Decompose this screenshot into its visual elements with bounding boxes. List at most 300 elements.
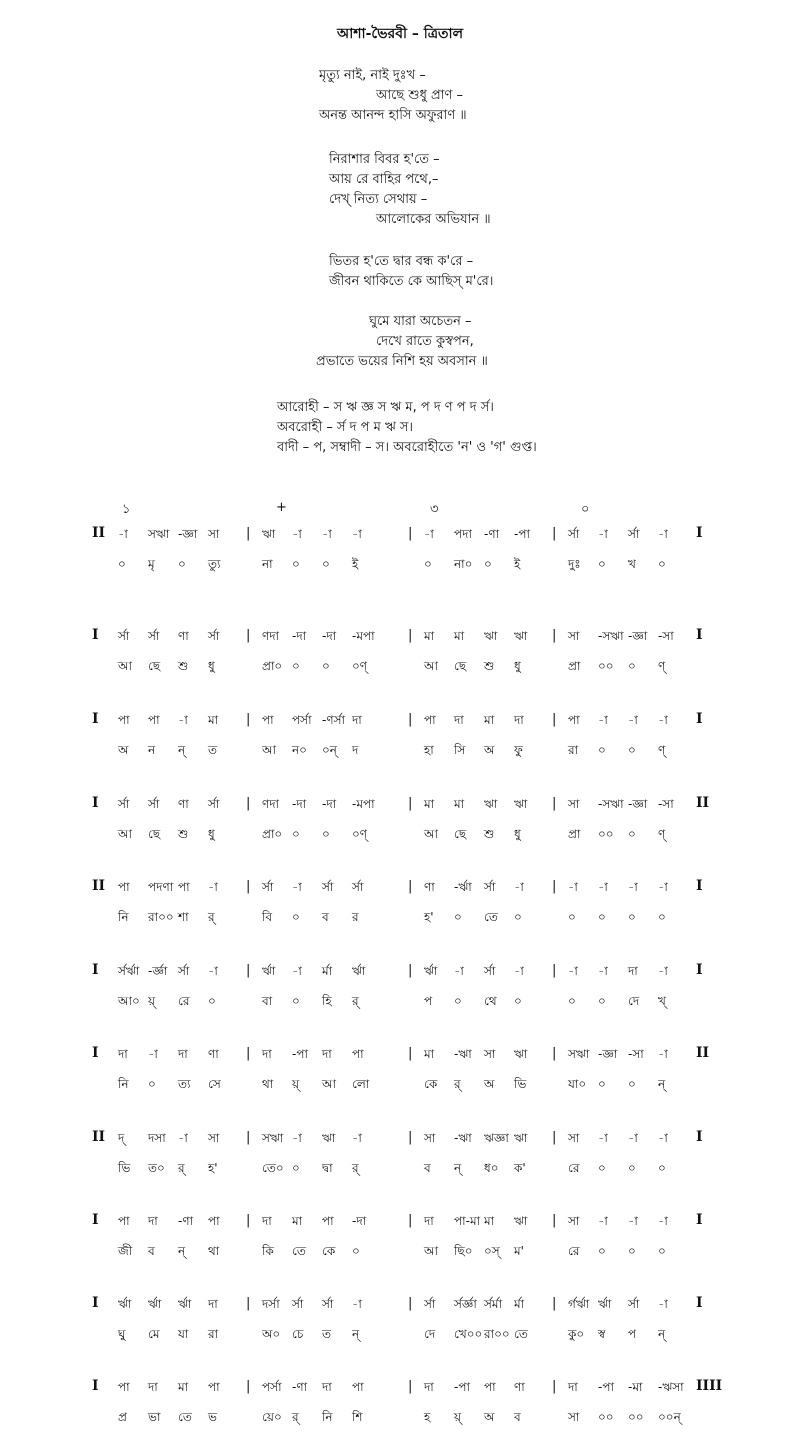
lyric-syllable: তে <box>514 1327 528 1341</box>
swara-note: -া <box>352 1131 362 1145</box>
swara-note: -ণা <box>484 527 500 541</box>
lyric-syllable: সে <box>208 1077 221 1091</box>
lyric-syllable: ব <box>514 1410 521 1424</box>
lyric-syllable: আ <box>322 1077 336 1091</box>
swara-note: র্সা <box>628 527 640 541</box>
lyric-syllable: ন <box>148 743 156 757</box>
swara-note: দা <box>424 1380 434 1394</box>
vibhag-separator: | <box>552 712 557 727</box>
lyric-syllable: কে <box>424 1077 438 1091</box>
swara-note: র্সা <box>148 629 160 643</box>
lyric-syllable: স্ব <box>598 1327 606 1341</box>
lyric-syllable: প্রা০ <box>262 827 283 841</box>
swara-note: ঋা <box>514 1214 528 1228</box>
lyric-syllable: র্ <box>208 910 215 924</box>
lyric-syllable: ন্ <box>658 1327 666 1341</box>
swara-note: র্ঋা <box>352 964 366 978</box>
lyric-syllable: শু <box>484 827 495 841</box>
lyric-syllable-row <box>0 1160 800 1180</box>
lyric-syllable: অ <box>484 1077 495 1091</box>
lyric-syllable-row <box>0 993 800 1013</box>
lyric-syllable: আ <box>118 827 132 841</box>
swara-note: র্সা <box>178 964 190 978</box>
lyric-syllable: ০ <box>628 827 636 841</box>
swara-note: পা <box>118 713 130 727</box>
swara-note: -া <box>178 1131 188 1145</box>
lyric-syllable: বি <box>262 910 273 924</box>
swara-note: র্সা <box>484 964 496 978</box>
lyric-line: নিরাশার বিবর হ'তে – <box>329 152 440 167</box>
swara-note: মা <box>208 713 219 727</box>
bar-line-close: I <box>696 711 703 727</box>
swara-note: -পা <box>454 1380 470 1394</box>
lyric-syllable: না০ <box>454 557 473 571</box>
swara-note: -ণা <box>178 1214 194 1228</box>
lyric-syllable: ন্ <box>352 1327 360 1341</box>
swara-note: -া <box>598 527 608 541</box>
swara-note: পা <box>208 1380 220 1394</box>
lyric-syllable: ণ্ <box>658 827 666 841</box>
swara-note: -পা <box>292 1047 308 1061</box>
lyric-syllable: শু <box>178 827 189 841</box>
swara-note: দা <box>628 964 638 978</box>
swara-note: ঋা <box>484 629 498 643</box>
vibhag-separator: | <box>552 1213 557 1228</box>
beat-mark: + <box>276 500 287 515</box>
vibhag-separator: | <box>246 1046 251 1061</box>
lyric-line: দেখে রাতে কুস্বপন, <box>376 334 474 349</box>
lyric-syllable: রে <box>568 1161 580 1175</box>
lyric-line: আছে শুধু প্রাণ – <box>376 88 463 103</box>
swara-note: দা <box>514 713 524 727</box>
swara-note: দা <box>118 1047 128 1061</box>
vadi-samvadi-line: বাদী – প, সম্বাদী – স। অবরোহীতে 'ন' ও 'গ' গুপ্ত। <box>277 440 537 455</box>
lyric-syllable-row <box>0 1326 800 1346</box>
lyric-syllable: যা <box>178 1327 189 1341</box>
lyric-syllable: ০ <box>292 1161 300 1175</box>
swara-note: দা <box>208 1297 218 1311</box>
vibhag-separator: | <box>246 1130 251 1145</box>
lyric-syllable: ০ণ্ <box>352 659 368 673</box>
lyric-syllable: ত০ <box>148 1161 165 1175</box>
swara-note: -া <box>628 1214 638 1228</box>
lyric-syllable: নি <box>118 1077 129 1091</box>
swara-note: দা <box>148 1380 158 1394</box>
bar-line-close: I <box>696 1129 703 1145</box>
bar-line-close: II <box>696 1045 710 1061</box>
swara-note: -সা <box>658 797 674 811</box>
lyric-syllable: ব <box>322 910 329 924</box>
lyric-syllable: ত <box>322 1327 332 1341</box>
swara-note: -সা <box>628 1047 644 1061</box>
bar-line-open: I <box>92 962 99 978</box>
lyric-syllable: ০ <box>454 994 462 1008</box>
swara-note: -দা <box>322 797 337 811</box>
lyric-syllable-row <box>0 826 800 846</box>
lyric-syllable: ০ <box>292 910 300 924</box>
lyric-syllable: খে০০ <box>454 1327 483 1341</box>
lyric-line: আয় রে বাহির পথে,– <box>329 172 439 187</box>
lyric-syllable: ০ <box>598 994 606 1008</box>
lyric-syllable: র্ <box>178 1161 185 1175</box>
swara-note: -া <box>628 1131 638 1145</box>
lyric-syllable: ০০ <box>598 1410 614 1424</box>
bar-line-open: II <box>92 1129 106 1145</box>
lyric-syllable: ০ <box>292 827 300 841</box>
lyric-syllable: ০ <box>148 1077 156 1091</box>
avaroha-line: অবরোহী – র্স দ প ম ঋ স। <box>277 420 414 435</box>
lyric-line: মৃত্যু নাই, নাই দুঃখ – <box>319 68 426 83</box>
swara-note: -মা <box>628 1380 643 1394</box>
lyric-syllable: দে <box>628 994 640 1008</box>
swara-note: র্গর্ঋা <box>568 1297 590 1311</box>
swara-note: -া <box>598 964 608 978</box>
lyric-line: জীবন থাকিতে কে আছিস্ ম'রে। <box>329 274 494 289</box>
lyric-syllable: ভি <box>514 1077 527 1091</box>
swara-note: -া <box>118 527 128 541</box>
vibhag-separator: | <box>408 796 413 811</box>
lyric-syllable: আ০ <box>118 994 140 1008</box>
lyric-syllable: ন্ <box>178 1244 186 1258</box>
lyric-syllable: থা <box>262 1077 274 1091</box>
lyric-syllable: ০ <box>454 910 462 924</box>
swara-note: ঋা <box>514 797 528 811</box>
swara-note: সা <box>208 1131 220 1145</box>
swara-note: -া <box>292 964 302 978</box>
lyric-syllable-row <box>0 1243 800 1263</box>
lyric-syllable: ০ <box>628 1244 636 1258</box>
lyric-syllable: শু <box>178 659 189 673</box>
swara-note: পা <box>118 880 130 894</box>
swara-note: -া <box>658 964 668 978</box>
swara-note: সা <box>568 797 580 811</box>
lyric-syllable: ণ্ <box>658 659 666 673</box>
swara-note: সা <box>568 1214 580 1228</box>
lyric-syllable: ০ <box>658 557 666 571</box>
swara-note: পা <box>352 1380 364 1394</box>
swara-note: পা <box>352 1047 364 1061</box>
lyric-syllable: ০ <box>514 910 522 924</box>
bar-line-open: I <box>92 795 99 811</box>
swara-row <box>0 1296 800 1316</box>
lyric-syllable: ব <box>148 1244 155 1258</box>
lyric-syllable: ছি০ <box>454 1244 473 1258</box>
swara-note: র্সা <box>628 1297 640 1311</box>
swara-note: -া <box>352 1297 362 1311</box>
lyric-syllable: কু০ <box>568 1327 585 1341</box>
lyric-syllable: ত্যু <box>208 557 221 571</box>
lyric-syllable: ০ <box>598 557 606 571</box>
lyric-syllable: ফু <box>514 743 523 757</box>
lyric-syllable: হ <box>424 1410 431 1424</box>
swara-note: -মপা <box>352 797 375 811</box>
swara-note: দা <box>322 1380 332 1394</box>
lyric-syllable: ০ <box>352 1244 360 1258</box>
vibhag-separator: | <box>246 526 251 541</box>
lyric-syllable: আ <box>424 827 438 841</box>
lyric-syllable: ০ <box>598 1077 606 1091</box>
swara-note: র্ঋা <box>262 964 276 978</box>
swara-note: -া <box>424 527 434 541</box>
swara-note: র্ঋা <box>148 1297 162 1311</box>
lyric-syllable: ধু <box>514 827 521 841</box>
swara-note: -া <box>292 880 302 894</box>
lyric-syllable: আ <box>424 659 438 673</box>
swara-note: মা <box>454 797 465 811</box>
vibhag-separator: | <box>246 963 251 978</box>
swara-note: র্সা <box>262 880 274 894</box>
lyric-syllable: ০ণ্ <box>352 827 368 841</box>
swara-note: ঋা <box>514 1131 528 1145</box>
swara-note: -া <box>658 1214 668 1228</box>
swara-row <box>0 1379 800 1399</box>
vibhag-separator: | <box>246 1296 251 1311</box>
swara-note: -া <box>628 880 638 894</box>
swara-row <box>0 963 800 983</box>
swara-note: -দা <box>292 797 307 811</box>
vibhag-separator: | <box>552 879 557 894</box>
lyric-syllable: তে <box>484 910 498 924</box>
lyric-syllable: র্ <box>292 1410 299 1424</box>
lyric-syllable: য়ে০ <box>262 1410 282 1424</box>
lyric-syllable: ই <box>352 557 359 571</box>
vibhag-separator: | <box>246 1379 251 1394</box>
swara-row <box>0 1130 800 1150</box>
lyric-syllable: লো <box>352 1077 370 1091</box>
swara-note: দা <box>352 713 362 727</box>
bar-line-open: I <box>92 1212 99 1228</box>
lyric-syllable: হি <box>322 994 332 1008</box>
lyric-syllable: ই <box>514 557 521 571</box>
lyric-syllable: সি <box>454 743 466 757</box>
lyric-syllable: অ০ <box>262 1327 281 1341</box>
lyric-syllable: ০ <box>658 1161 666 1175</box>
swara-note: র্সা <box>148 797 160 811</box>
bar-line-close: I <box>696 627 703 643</box>
swara-note: সঋা <box>148 527 170 541</box>
lyric-syllable: বা <box>262 994 273 1008</box>
lyric-syllable: ০ <box>178 557 186 571</box>
lyric-syllable: ০০ <box>598 827 614 841</box>
lyric-syllable: রা <box>208 1327 219 1341</box>
lyric-syllable: নি <box>118 910 129 924</box>
swara-note: পা <box>568 713 580 727</box>
swara-note: মা <box>424 797 435 811</box>
lyric-syllable: নি <box>322 1410 333 1424</box>
vibhag-separator: | <box>408 1379 413 1394</box>
swara-note: ণা <box>208 1047 219 1061</box>
swara-note: -া <box>292 527 302 541</box>
swara-note: র্সা <box>322 1297 334 1311</box>
lyric-syllable: জী <box>118 1244 133 1258</box>
lyric-syllable: ম' <box>514 1244 524 1258</box>
swara-note: -া <box>658 713 668 727</box>
lyric-syllable: প্রা <box>568 827 581 841</box>
vibhag-separator: | <box>552 628 557 643</box>
vibhag-separator: | <box>408 1130 413 1145</box>
vibhag-separator: | <box>552 1296 557 1311</box>
bar-line-open: II <box>92 525 106 541</box>
swara-note: দা <box>148 1214 158 1228</box>
swara-row <box>0 879 800 899</box>
swara-note: সা <box>208 527 220 541</box>
swara-note: ণা <box>514 1380 525 1394</box>
swara-note: সা <box>568 629 580 643</box>
swara-note: র্সা <box>484 880 496 894</box>
lyric-syllable-row <box>0 556 800 576</box>
swara-note: ঋা <box>484 797 498 811</box>
swara-note: -া <box>658 527 668 541</box>
vibhag-separator: | <box>552 526 557 541</box>
swara-note: -ঋা <box>454 1047 472 1061</box>
swara-note: -পা <box>598 1380 614 1394</box>
lyric-syllable: য়্ <box>292 1077 300 1091</box>
swara-note: ঋা <box>322 1131 336 1145</box>
vibhag-separator: | <box>246 879 251 894</box>
lyric-syllable-row <box>0 742 800 762</box>
swara-note: -ণা <box>292 1380 308 1394</box>
vibhag-separator: | <box>408 712 413 727</box>
swara-note: র্সর্জ্ঞা <box>454 1297 477 1311</box>
lyric-syllable: হ' <box>208 1161 218 1175</box>
swara-note: -া <box>322 527 332 541</box>
bar-line-close: II <box>696 795 710 811</box>
swara-note: ঋা <box>262 527 276 541</box>
swara-note: ণা <box>178 797 189 811</box>
lyric-syllable: ভ <box>208 1410 217 1424</box>
swara-note: পর্সা <box>262 1380 282 1394</box>
lyric-syllable: র্ <box>454 1077 461 1091</box>
lyric-syllable: রে <box>568 1244 580 1258</box>
swara-note: -ঋা <box>454 1131 472 1145</box>
swara-note: পা <box>262 713 274 727</box>
swara-note: -পা <box>514 527 530 541</box>
swara-note: র্ঋা <box>424 964 438 978</box>
vibhag-separator: | <box>408 963 413 978</box>
swara-note: সা <box>484 1047 496 1061</box>
lyric-syllable: প্র <box>118 1410 127 1424</box>
lyric-syllable: ব <box>424 1161 431 1175</box>
swara-note: ণদা <box>262 797 280 811</box>
lyric-syllable: ০ <box>322 827 330 841</box>
swara-note: -জ্ঞা <box>628 629 648 643</box>
beat-mark: ১ <box>122 502 131 517</box>
swara-note: -দা <box>292 629 307 643</box>
lyric-syllable: আ <box>262 743 276 757</box>
lyric-syllable: ০ <box>658 910 666 924</box>
lyric-syllable: য়্ <box>148 994 156 1008</box>
lyric-syllable: ০ <box>628 659 636 673</box>
vibhag-separator: | <box>552 1130 557 1145</box>
lyric-syllable: প <box>628 1327 637 1341</box>
vibhag-separator: | <box>552 1379 557 1394</box>
swara-note: -সঋা <box>598 797 624 811</box>
lyric-syllable: ০ <box>292 994 300 1008</box>
lyric-syllable: ণ্ <box>658 743 666 757</box>
swara-note: র্সা <box>118 629 130 643</box>
lyric-syllable: ন্ <box>658 1077 666 1091</box>
swara-note: ণদা <box>262 629 280 643</box>
vibhag-separator: | <box>552 1046 557 1061</box>
lyric-syllable: ত্য <box>178 1077 191 1091</box>
swara-row <box>0 628 800 648</box>
swara-note: দ্ <box>118 1131 125 1145</box>
bar-line-open: I <box>92 1378 99 1394</box>
swara-row <box>0 1046 800 1066</box>
lyric-syllable: তে <box>178 1410 192 1424</box>
lyric-syllable: ০ন্ <box>322 743 337 757</box>
vibhag-separator: | <box>408 879 413 894</box>
lyric-syllable: অ <box>484 1410 495 1424</box>
swara-note: -র্জ্ঞা <box>148 964 168 978</box>
song-title: আশা-ভৈরবী – ত্রিতাল <box>336 26 464 42</box>
lyric-syllable: ০ <box>208 994 216 1008</box>
lyric-syllable: ন্ <box>178 743 186 757</box>
lyric-syllable: ত <box>208 743 218 757</box>
swara-note: -া <box>568 880 578 894</box>
lyric-syllable: তে০ <box>262 1161 284 1175</box>
lyric-line: দেখ্ নিত্য সেথায় – <box>329 192 428 207</box>
beat-mark: ০ <box>581 502 590 517</box>
lyric-syllable: ০স্ <box>484 1244 500 1258</box>
lyric-syllable: সা <box>568 1410 580 1424</box>
swara-note: -া <box>292 1131 302 1145</box>
swara-note: র্সা <box>208 797 220 811</box>
swara-note: -া <box>628 713 638 727</box>
swara-note: পা-মা <box>454 1214 481 1228</box>
vibhag-separator: | <box>246 796 251 811</box>
swara-note: পা <box>178 880 190 894</box>
bar-line-open: I <box>92 1295 99 1311</box>
lyric-line: প্রভাতে ভয়ের নিশি হয় অবসান ॥ <box>316 354 488 369</box>
swara-note: র্সর্মা <box>484 1297 503 1311</box>
swara-note: দা <box>568 1380 578 1394</box>
lyric-syllable: ০ <box>598 910 606 924</box>
lyric-line: ভিতর হ'তে দ্বার বন্ধ ক'রে – <box>329 254 474 269</box>
swara-note: র্ঋা <box>178 1297 192 1311</box>
lyric-syllable: আ <box>118 659 132 673</box>
swara-note: -া <box>658 1131 668 1145</box>
swara-note: মা <box>424 1047 435 1061</box>
swara-note: ণা <box>424 880 435 894</box>
swara-row <box>0 712 800 732</box>
swara-note: র্সর্ঋা <box>118 964 140 978</box>
lyric-syllable: ন্ <box>454 1161 462 1175</box>
lyric-syllable: ০ <box>628 743 636 757</box>
swara-note: র্সা <box>568 527 580 541</box>
lyric-syllable: ০ <box>424 557 432 571</box>
swara-row <box>0 526 800 546</box>
swara-note: -সঋা <box>598 629 624 643</box>
swara-note: -মপা <box>352 629 375 643</box>
swara-note: দসা <box>148 1131 166 1145</box>
swara-note: পদণা <box>148 880 174 894</box>
lyric-syllable: ০ <box>628 1161 636 1175</box>
swara-note: -সা <box>658 629 674 643</box>
lyric-syllable: ন০ <box>292 743 307 757</box>
lyric-syllable: চে <box>292 1327 304 1341</box>
lyric-syllable: র্ <box>352 994 359 1008</box>
swara-note: দা <box>322 1047 332 1061</box>
swara-note: র্সা <box>322 880 334 894</box>
lyric-syllable: যা০ <box>568 1077 587 1091</box>
swara-note: -া <box>514 880 524 894</box>
swara-note: ঋজ্ঞা <box>484 1131 509 1145</box>
bar-line-open: I <box>92 711 99 727</box>
swara-note: -া <box>178 713 188 727</box>
lyric-syllable: ধু <box>208 827 215 841</box>
lyric-syllable: তে <box>292 1244 306 1258</box>
